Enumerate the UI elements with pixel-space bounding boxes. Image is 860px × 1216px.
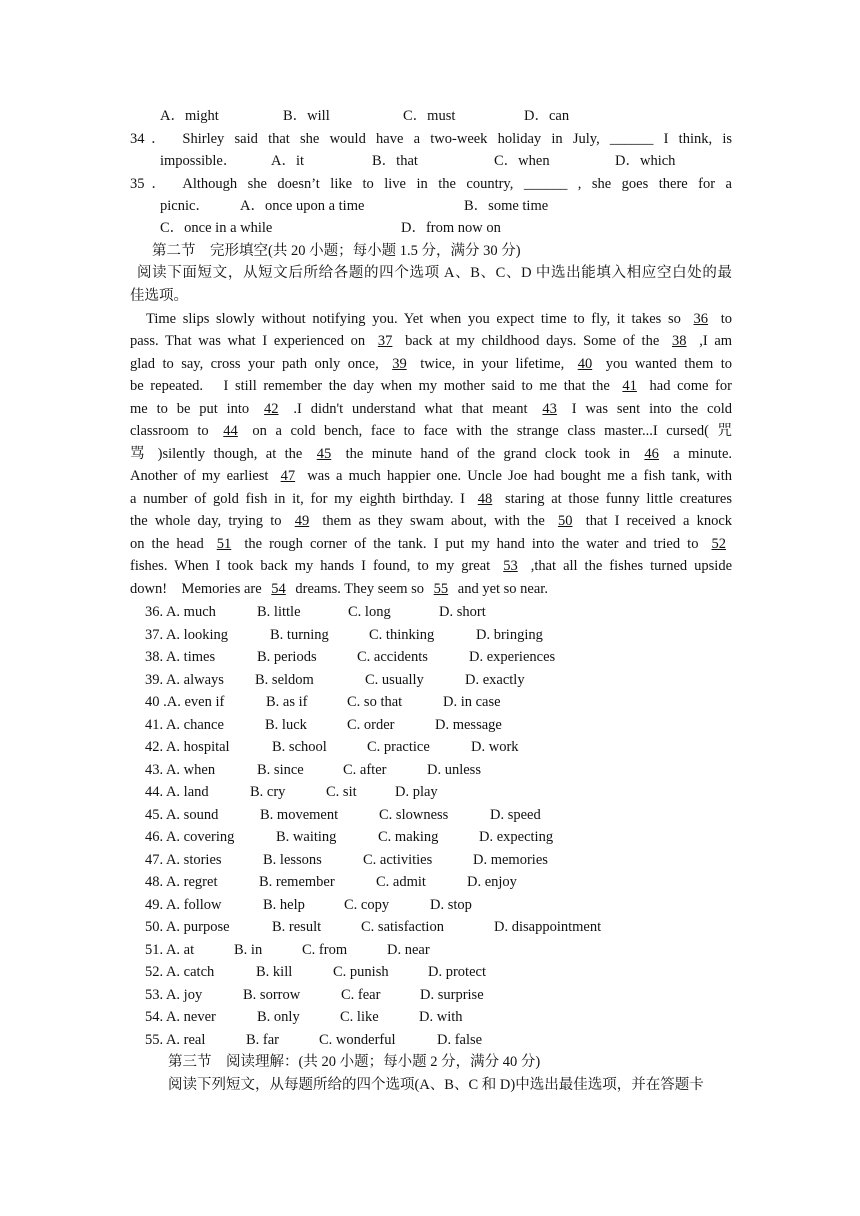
passage-line: [130, 354, 732, 374]
blank-number: 42: [264, 401, 279, 417]
question-option-c: C. satisfaction: [361, 919, 444, 935]
question-option-c: C. accidents: [357, 649, 428, 665]
passage-line: [130, 511, 732, 531]
question-option-c: C. like: [340, 1009, 379, 1025]
passage-text: me to be put into: [130, 401, 250, 417]
passage-text: Time slips slowly without notifying you. Yet when you expect time to fly, it takes so: [146, 311, 681, 327]
question-option-b: B. help: [263, 896, 305, 913]
question-option-a: 55. A. real: [145, 1031, 206, 1048]
passage-text: ,that all the fishes turned upside: [530, 558, 732, 574]
passage-text: the rough corner of the tank. I put my hand into the water and tried to: [244, 536, 699, 552]
passage-text: back at my childhood days. Some of the: [405, 333, 660, 349]
question-option-b: B. little: [257, 604, 301, 620]
passage-text: the whole day, trying to: [130, 513, 282, 529]
question-option-b: B. periods: [257, 649, 317, 665]
blank-number: 54: [271, 581, 286, 597]
question-option-b: B. in: [234, 941, 263, 958]
passage-line: [130, 489, 732, 509]
question-option-b: B. since: [257, 761, 304, 778]
passage-text: be repeated. I still remember the day when my mother said to me that the: [130, 378, 610, 394]
question-option-b: B. movement: [260, 806, 339, 823]
passage-text: had come for: [649, 378, 733, 394]
q34-option-a: A．it: [271, 153, 305, 169]
blank-number: 53: [503, 558, 518, 574]
blank-number: 44: [223, 423, 238, 439]
q33-option-c: C．must: [403, 108, 456, 124]
blank-number: 43: [542, 401, 557, 417]
question-option-a: 43. A. when: [145, 761, 216, 778]
passage-text: I was sent into the cold: [571, 401, 733, 417]
question-option-d: D. speed: [490, 806, 541, 823]
passage-text: staring at those funny little creatures: [505, 491, 733, 507]
passage-text: on a cold bench, face to face with the strange class master...I cursed( 咒: [252, 423, 733, 439]
question-option-c: C. punish: [333, 964, 389, 980]
passage-line: [130, 556, 732, 576]
passage-line: [130, 534, 732, 554]
q33-option-d: D．can: [524, 108, 570, 124]
question-option-a: 42. A. hospital: [145, 739, 230, 755]
section2-heading: 第二节 完形填空(共 20 小题；每小题 1.5 分，满分 30 分): [152, 243, 521, 259]
question-option-a: 37. A. looking: [145, 626, 228, 643]
question-option-d: D. memories: [473, 851, 548, 868]
question-option-a: 41. A. chance: [145, 716, 224, 733]
passage-text: classroom to: [130, 423, 209, 439]
question-option-b: B. lessons: [263, 851, 322, 868]
passage-line: [130, 331, 732, 351]
question-option-d: D. enjoy: [467, 874, 517, 890]
question-option-d: D. exactly: [465, 671, 525, 688]
question-option-a: 49. A. follow: [145, 896, 222, 913]
question-option-a: 50. A. purpose: [145, 919, 230, 935]
blank-number: 50: [557, 513, 573, 529]
blank-number: 45: [316, 446, 332, 462]
q34-stem: 34． Shirley said that she would have a two-week holiday in July, ______ I think, is: [130, 131, 732, 147]
question-option-c: C. usually: [365, 671, 424, 688]
question-option-c: C. order: [347, 716, 395, 733]
passage-text: was a much happier one. Uncle Joe had bought me a fish tank, with: [307, 468, 732, 484]
question-option-a: 39. A. always: [145, 671, 224, 688]
question-option-d: D. bringing: [476, 626, 543, 643]
section3-instruction: 阅读下列短文，从每题所给的四个选项(A、B、C 和 D)中选出最佳选项，并在答题卡: [168, 1077, 704, 1093]
question-option-c: C. wonderful: [319, 1031, 396, 1048]
q35-stem: 35． Although she doesn’t like to live in the country, ______ , she goes there for a: [130, 176, 732, 192]
question-option-d: D. play: [395, 784, 438, 800]
question-option-c: C. practice: [367, 739, 430, 755]
question-option-c: C. slowness: [379, 806, 449, 823]
question-option-b: B. sorrow: [243, 986, 301, 1003]
q34-stem-end: impossible．: [160, 153, 238, 169]
question-option-d: D. in case: [443, 694, 501, 710]
passage-text: fishes. When I took back my hands I found, to my great: [130, 558, 491, 574]
passage-line: [130, 399, 732, 419]
question-option-d: D. expecting: [479, 829, 554, 845]
question-option-a: 45. A. sound: [145, 806, 219, 823]
question-option-b: B. result: [272, 919, 322, 935]
blank-number: 47: [280, 468, 296, 484]
q33-option-b: B．will: [283, 108, 330, 124]
question-option-d: D. short: [439, 604, 486, 620]
q33-option-a: A．might: [160, 108, 219, 124]
passage-text: a number of gold fish in it, for my eighth birthday. I: [130, 491, 466, 507]
question-option-a: 40 .A. even if: [145, 694, 225, 710]
question-option-d: D. experiences: [469, 649, 556, 665]
question-option-b: B. only: [257, 1009, 300, 1025]
blank-number: 55: [433, 581, 449, 597]
question-option-d: D. with: [419, 1009, 463, 1025]
q35-option-a: A．once upon a time: [240, 198, 365, 214]
q34-option-b: B．that: [372, 153, 418, 169]
question-option-d: D. false: [437, 1031, 483, 1048]
question-option-b: B. far: [246, 1031, 280, 1048]
question-option-d: D. stop: [430, 896, 472, 913]
passage-text: glad to say, cross your path only once,: [130, 356, 379, 372]
question-option-a: 46. A. covering: [145, 829, 235, 845]
question-option-b: B. as if: [266, 694, 308, 710]
question-option-d: D. surprise: [420, 986, 484, 1003]
question-option-a: 47. A. stories: [145, 851, 222, 868]
passage-line: [130, 376, 732, 396]
question-option-b: B. seldom: [255, 671, 314, 688]
question-option-c: C. admit: [376, 874, 426, 890]
question-option-a: 52. A. catch: [145, 964, 215, 980]
passage-line: [130, 579, 732, 599]
passage-text: that I received a knock: [585, 513, 733, 529]
question-option-c: C. copy: [344, 896, 390, 913]
section2-instruction-line2: 佳选项。: [130, 288, 188, 304]
passage-text: a minute.: [673, 446, 733, 462]
question-option-a: 36. A. much: [145, 604, 216, 620]
question-option-d: D. unless: [427, 761, 481, 778]
blank-number: 39: [392, 356, 407, 372]
question-option-c: C. activities: [363, 851, 433, 868]
passage-text: on the head: [130, 536, 204, 552]
passage-text: pass. That was what I experienced on: [130, 333, 366, 349]
question-option-c: C. sit: [326, 784, 357, 800]
question-option-a: 51. A. at: [145, 941, 195, 958]
passage-text: them as they swam about, with the: [322, 513, 545, 529]
passage-text: and yet so near.: [457, 581, 548, 597]
question-option-a: 38. A. times: [145, 649, 216, 665]
question-option-a: 54. A. never: [145, 1009, 216, 1025]
question-option-d: D. disappointment: [494, 919, 602, 935]
passage-text: ,I am: [699, 333, 733, 349]
passage-text: the minute hand of the grand clock took in: [345, 446, 631, 462]
question-option-a: 44. A. land: [145, 784, 209, 800]
blank-number: 46: [644, 446, 659, 462]
question-option-c: C. after: [343, 761, 387, 778]
question-option-c: C. so that: [347, 694, 403, 710]
question-option-b: B. cry: [250, 784, 286, 800]
question-option-c: C. from: [302, 941, 348, 958]
passage-line: [130, 444, 732, 464]
q35-stem-end: picnic．: [160, 198, 210, 214]
passage-text: 骂 )silently though, at the: [130, 446, 303, 462]
passage-line: [146, 309, 732, 329]
passage-text: you wanted them to: [605, 356, 733, 372]
question-option-d: D. message: [435, 716, 502, 733]
question-option-b: B. kill: [256, 964, 293, 980]
question-option-c: C. making: [378, 829, 439, 845]
q34-option-c: C．when: [494, 153, 550, 169]
question-option-c: C. fear: [341, 986, 381, 1003]
section3-heading: 第三节 阅读理解：(共 20 小题；每小题 2 分，满分 40 分): [168, 1054, 541, 1070]
blank-number: 40: [577, 356, 593, 372]
passage-text: down! Memories are: [130, 581, 262, 597]
question-option-c: C. thinking: [369, 626, 435, 643]
blank-number: 37: [377, 333, 393, 349]
question-option-d: D. protect: [428, 964, 486, 980]
question-option-a: 53. A. joy: [145, 986, 203, 1003]
blank-number: 49: [294, 513, 310, 529]
passage-text: .I didn't understand what that meant: [293, 401, 528, 417]
question-option-c: C. long: [348, 604, 391, 620]
question-option-d: D. work: [471, 739, 519, 755]
q35-option-d: D．from now on: [401, 220, 501, 236]
passage-text: twice, in your lifetime,: [420, 356, 565, 372]
question-option-b: B. remember: [259, 874, 335, 890]
passage-text: Another of my earliest: [130, 468, 269, 484]
blank-number: 52: [711, 536, 727, 552]
question-option-b: B. turning: [270, 626, 329, 643]
q34-option-d: D．which: [615, 153, 676, 169]
blank-number: 38: [671, 333, 687, 349]
question-option-b: B. school: [272, 739, 327, 755]
passage-text: dreams. They seem so: [295, 581, 425, 597]
question-option-a: 48. A. regret: [145, 874, 218, 890]
question-option-d: D. near: [387, 941, 430, 958]
q35-option-b: B．some time: [464, 198, 549, 214]
blank-number: 51: [216, 536, 232, 552]
section2-instruction-line1: 阅读下面短文，从短文后所给各题的四个选项 A、B、C、D 中选出能填入相应空白处的最: [137, 265, 732, 281]
q35-option-c: C．once in a while: [160, 220, 273, 236]
passage-text: to: [720, 311, 733, 327]
question-option-b: B. waiting: [276, 829, 337, 845]
blank-number: 36: [693, 311, 709, 327]
question-option-b: B. luck: [265, 716, 307, 733]
blank-number: 48: [477, 491, 493, 507]
blank-number: 41: [622, 378, 637, 394]
passage-line: [130, 421, 732, 441]
passage-line: [130, 466, 732, 486]
